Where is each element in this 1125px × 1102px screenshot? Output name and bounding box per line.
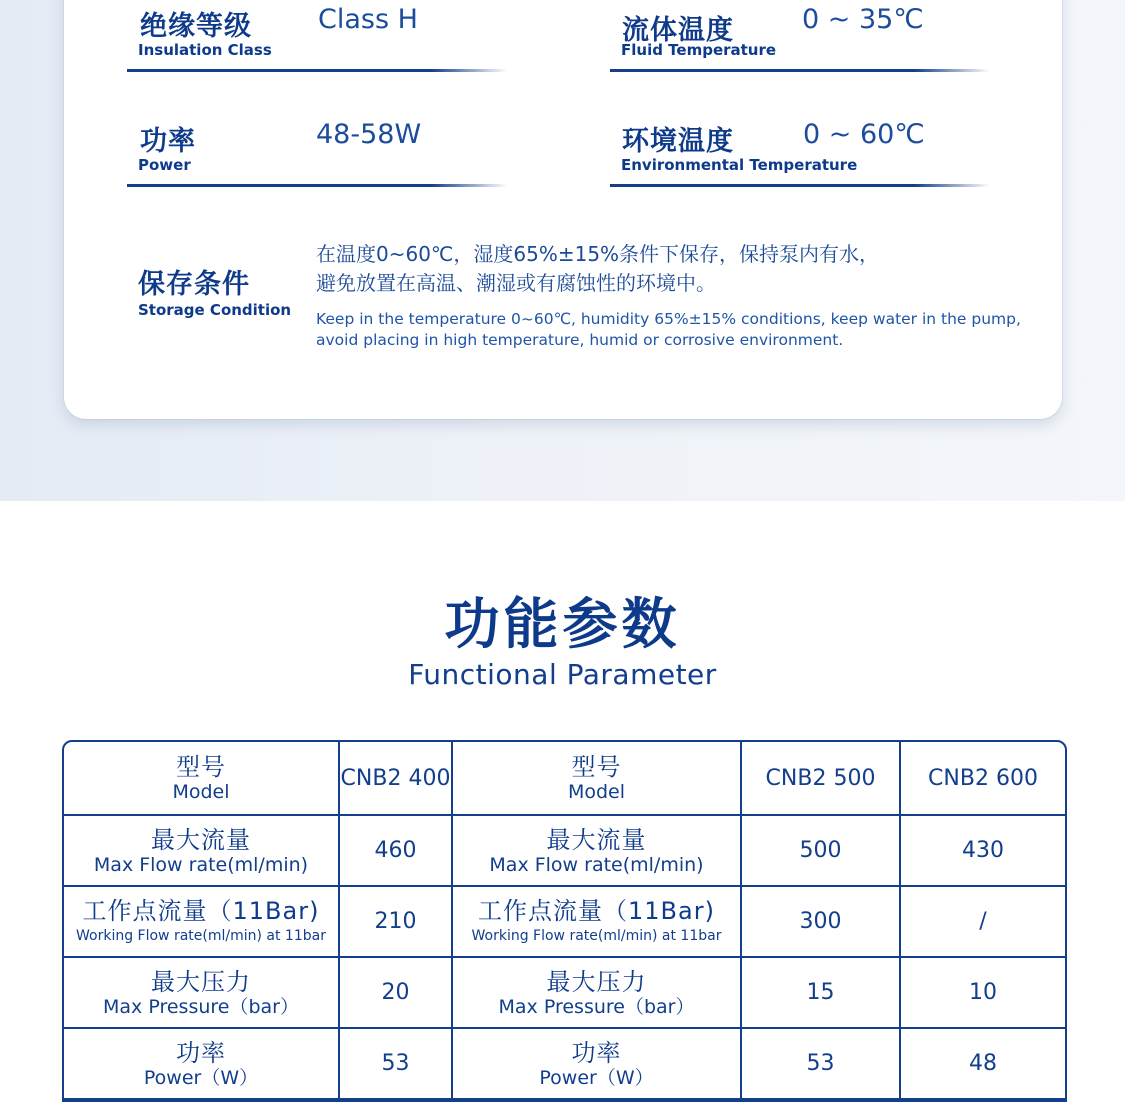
cell-value: /: [979, 909, 987, 934]
storage-text-zh-line-2: 避免放置在高温、潮湿或有腐蚀性的环境中。: [316, 271, 716, 295]
cell-value: 430: [962, 838, 1004, 863]
spec-fluid-temp-value: 0 ~ 35℃: [802, 4, 924, 35]
spec-insulation-label-zh: 绝缘等级: [140, 11, 252, 42]
table-cell: [901, 742, 1065, 816]
table-cell: [742, 816, 901, 887]
row-label: [453, 887, 742, 958]
table-cell: [340, 816, 453, 887]
parameter-table: [62, 740, 1067, 1102]
spec-insulation-label-en: Insulation Class: [138, 41, 272, 59]
row-label: [64, 1029, 340, 1100]
table-cell: [340, 742, 453, 816]
section-title: 功能参数: [444, 592, 681, 656]
section-subtitle: Functional Parameter: [408, 658, 717, 691]
table-cell: [340, 958, 453, 1029]
table-cell: [901, 1029, 1065, 1100]
storage-label-zh: 保存条件: [138, 269, 250, 300]
storage-text-en-line-2: avoid placing in high temperature, humid or corrosive environment.: [316, 331, 844, 349]
table-cell: [340, 1029, 453, 1100]
table-row: [64, 816, 1065, 887]
storage-text-en: [316, 309, 1021, 351]
table-cell: [901, 816, 1065, 887]
cell-value: 500: [799, 838, 842, 863]
cell-value: 460: [374, 838, 417, 863]
row-label: [64, 742, 340, 816]
cell-value: 300: [799, 909, 842, 934]
row-label: [453, 742, 742, 816]
row-label: [453, 816, 742, 887]
spec-env-temp-label-zh: 环境温度: [622, 126, 734, 157]
table-row: [64, 742, 1065, 816]
label-zh: 最大压力: [546, 967, 647, 996]
label-zh: 功率: [176, 1038, 226, 1067]
label-en: Power（W）: [143, 1066, 259, 1089]
spec-env-temp-divider: [610, 184, 990, 187]
storage-label-en: Storage Condition: [138, 301, 292, 319]
spec-fluid-temp-divider: [610, 69, 990, 72]
table-row: [64, 958, 1065, 1029]
table-cell: [742, 887, 901, 958]
table-row: [64, 1029, 1065, 1100]
label-zh: 工作点流量（11Bar): [82, 896, 320, 925]
cell-value: 53: [806, 1051, 835, 1076]
spec-power-value: 48-58W: [316, 119, 422, 150]
label-zh: 型号: [571, 753, 622, 781]
label-zh: 工作点流量（11Bar): [478, 896, 715, 925]
cell-value: 210: [374, 909, 417, 934]
cell-value: 48: [969, 1051, 997, 1076]
row-label: [64, 958, 340, 1029]
row-label: [64, 816, 340, 887]
row-label: [453, 1029, 742, 1100]
label-en: Model: [172, 781, 230, 803]
table-cell: [742, 742, 901, 816]
label-zh: 最大压力: [151, 967, 251, 996]
table-cell: [742, 1029, 901, 1100]
spec-power-label-zh: 功率: [140, 126, 196, 157]
cell-value: 10: [969, 980, 997, 1005]
spec-power-label-en: Power: [138, 156, 191, 174]
storage-text-zh: [316, 240, 879, 298]
spec-insulation-divider: [127, 69, 507, 72]
label-zh: 最大流量: [151, 825, 251, 854]
label-en: Working Flow rate(ml/min) at 11bar: [76, 927, 326, 944]
table-cell: [901, 887, 1065, 958]
spec-fluid-temp-label-en: Fluid Temperature: [621, 41, 777, 59]
label-en: Power（W）: [539, 1066, 654, 1089]
label-en: Max Flow rate(ml/min): [489, 853, 704, 876]
table-cell: [340, 887, 453, 958]
spec-power-divider: [127, 184, 507, 187]
cell-value: 20: [381, 980, 410, 1005]
row-label: [453, 958, 742, 1029]
spec-env-temp-label-en: Environmental Temperature: [621, 156, 858, 174]
label-en: Max Flow rate(ml/min): [93, 853, 309, 876]
label-zh: 最大流量: [546, 825, 647, 854]
label-zh: 功率: [571, 1038, 622, 1067]
storage-text-en-line-1: Keep in the temperature 0~60℃, humidity 65%±15% conditions, keep water in the pump,: [316, 310, 1021, 328]
label-en: Model: [567, 781, 626, 803]
cell-value: CNB2 500: [765, 765, 876, 791]
spec-card: [64, 0, 1062, 419]
spec-insulation-value: Class H: [318, 4, 418, 35]
cell-value: CNB2 600: [928, 765, 1038, 791]
label-en: Max Pressure（bar）: [103, 995, 299, 1018]
cell-value: 53: [381, 1051, 410, 1076]
cell-value: 15: [806, 980, 835, 1005]
table-cell: [901, 958, 1065, 1029]
table-cell: [742, 958, 901, 1029]
spec-env-temp-value: 0 ~ 60℃: [803, 119, 925, 150]
cell-value: CNB2 400: [340, 765, 451, 791]
storage-text-zh-line-1: 在温度0~60℃，湿度65%±15%条件下保存，保持泵内有水，: [316, 242, 880, 266]
label-en: Max Pressure（bar）: [498, 995, 695, 1018]
label-zh: 型号: [176, 753, 226, 781]
spec-fluid-temp-label-zh: 流体温度: [622, 15, 734, 46]
label-en: Working Flow rate(ml/min) at 11bar: [471, 927, 722, 944]
table-row: [64, 887, 1065, 958]
row-label: [64, 887, 340, 958]
